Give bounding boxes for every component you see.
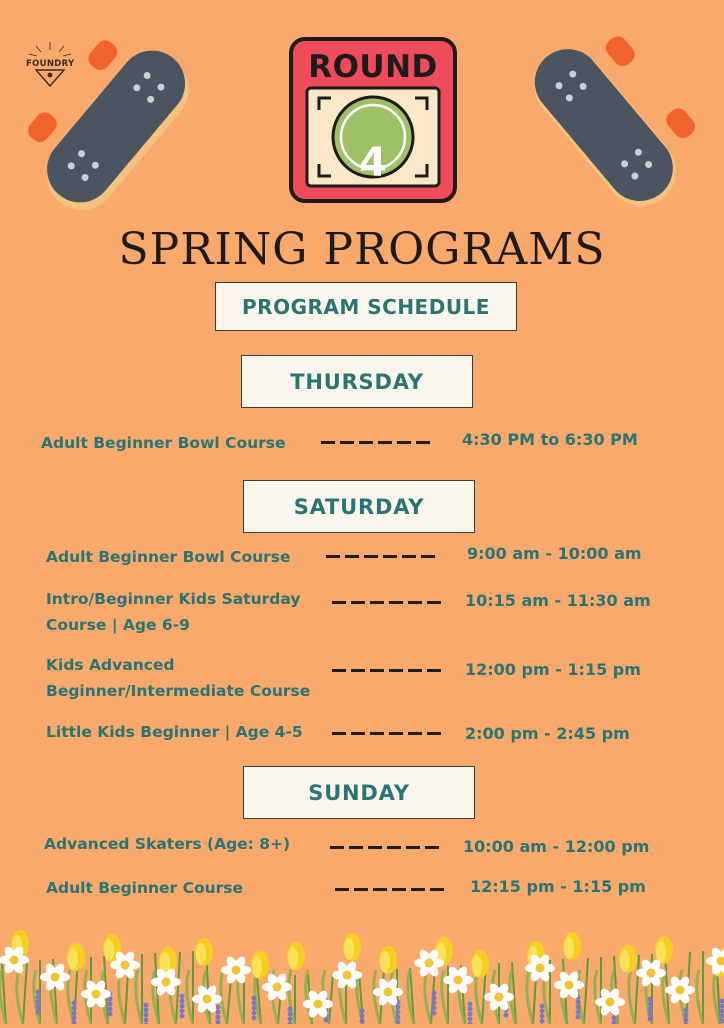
day-heading-sunday: SUNDAY [243, 766, 475, 819]
logo-text: FOUNDRY [26, 59, 74, 69]
dash-separator [330, 846, 442, 849]
dash-separator [332, 601, 444, 604]
round-badge-icon [288, 36, 458, 204]
page-title: SPRING PROGRAMS [0, 224, 724, 275]
day-heading-saturday: SATURDAY [243, 480, 475, 533]
round-number: 4 [288, 143, 458, 183]
dash-separator [332, 732, 444, 735]
course-time: 10:00 am - 12:00 pm [463, 837, 649, 856]
course-time: 2:00 pm - 2:45 pm [465, 724, 630, 743]
course-time: 12:00 pm - 1:15 pm [465, 660, 641, 679]
round-label: ROUND [288, 49, 458, 85]
course-name: Adult Beginner Course [46, 875, 326, 901]
course-name: Intro/Beginner Kids Saturday Course | Age 6-9 [46, 586, 308, 638]
course-time: 9:00 am - 10:00 am [467, 544, 642, 563]
dash-separator [321, 441, 433, 444]
dash-separator [326, 555, 438, 558]
dash-separator [332, 669, 444, 672]
dash-separator [335, 888, 447, 891]
skateboard-icon [515, 36, 695, 221]
course-name: Advanced Skaters (Age: 8+) [44, 831, 324, 857]
course-time: 10:15 am - 11:30 am [465, 591, 651, 610]
course-name: Kids Advanced Beginner/Intermediate Course [46, 652, 326, 704]
program-schedule-heading: PROGRAM SCHEDULE [215, 282, 517, 331]
course-name: Adult Beginner Bowl Course [41, 430, 321, 456]
skateboard-icon [28, 40, 208, 225]
course-name: Little Kids Beginner | Age 4-5 [46, 719, 326, 745]
course-time: 4:30 PM to 6:30 PM [462, 430, 638, 449]
flower-border-icon [0, 930, 724, 1024]
course-name: Adult Beginner Bowl Course [46, 544, 326, 570]
course-time: 12:15 pm - 1:15 pm [470, 877, 646, 896]
day-heading-thursday: THURSDAY [241, 355, 473, 408]
